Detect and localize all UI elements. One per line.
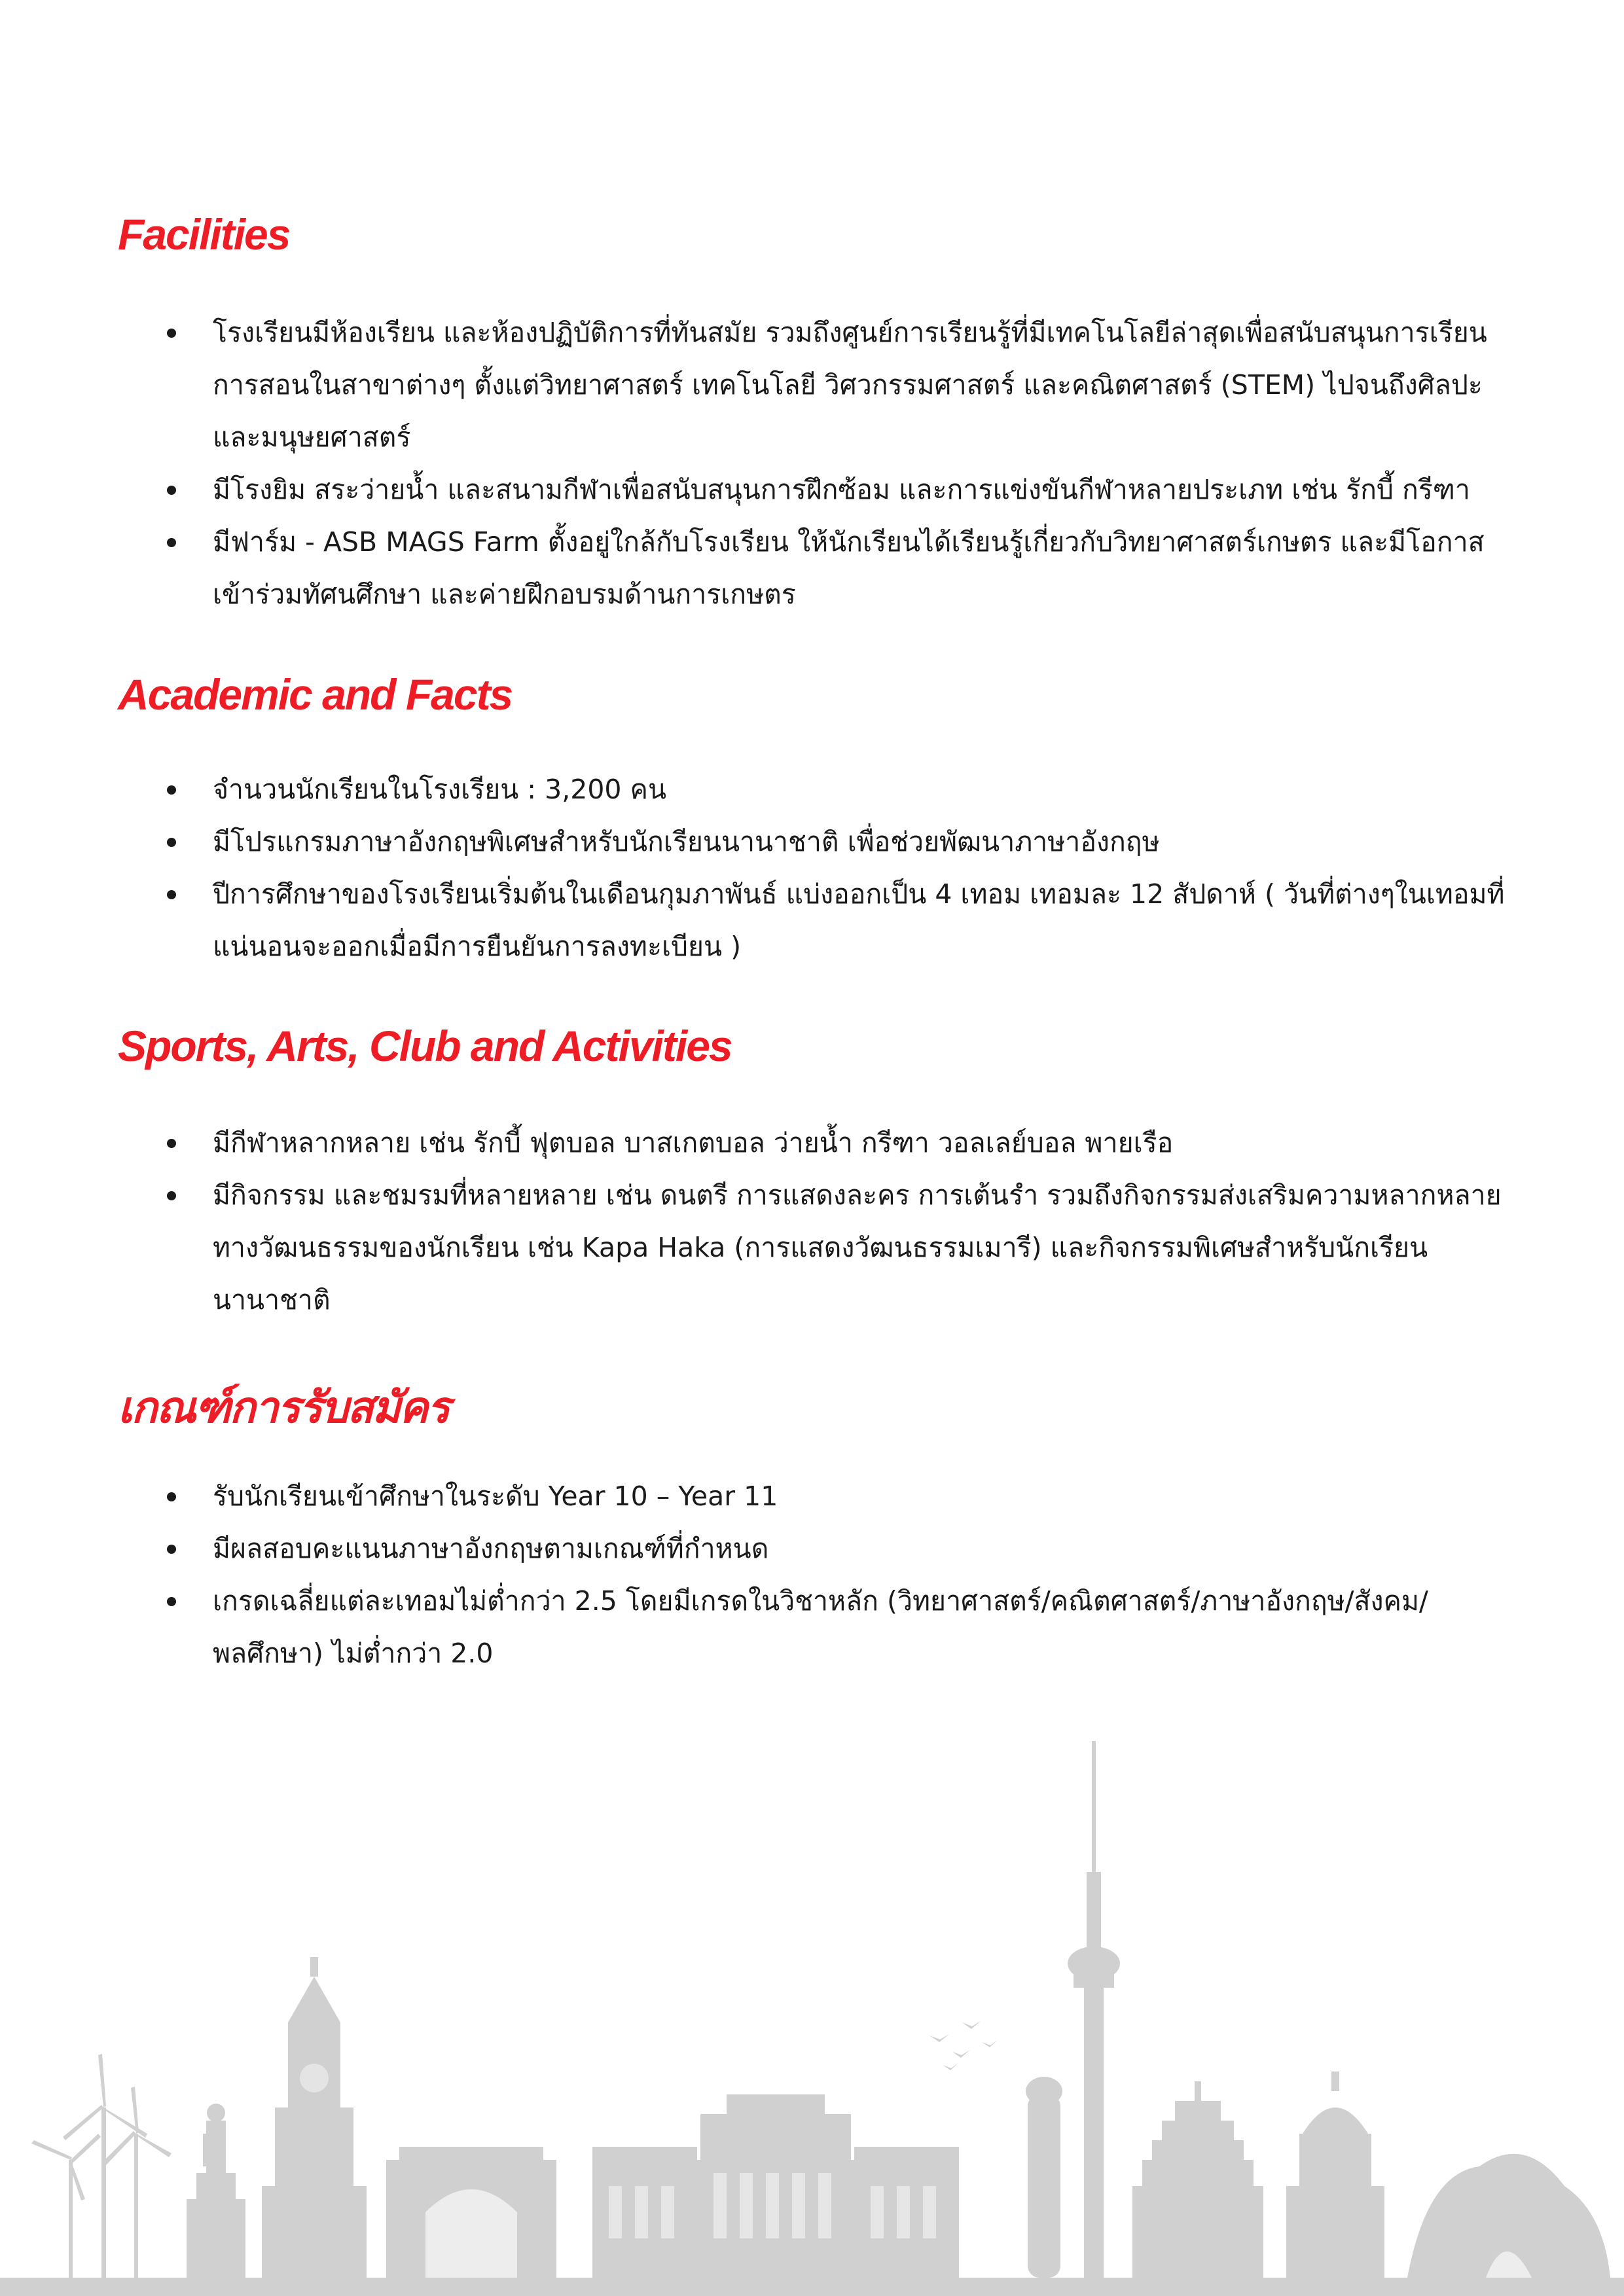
list-item-text: จำนวนนักเรียนในโรงเรียน : 3,200 คน — [213, 774, 666, 805]
ground-strip — [0, 2278, 1624, 2296]
bullet-icon — [167, 890, 176, 899]
list-item-text: มีกิจกรรม และชมรมที่หลายหลาย เช่น ดนตรี การแสดงละคร การเต้นรำ รวมถึงกิจกรรมส่งเสริมความหลากหลายทางวัฒนธรรมของนักเรียน เช่น Kapa Haka (การแสดงวัฒนธรรมเมารี) และกิจกรรมพิเศษสำหรับนักเรียนนานาชาติ — [213, 1179, 1502, 1316]
bullet-icon — [167, 1545, 176, 1554]
bullet-icon — [167, 1139, 176, 1148]
list-item-text: มีฟาร์ม - ASB MAGS Farm ตั้งอยู่ใกล้กับโรงเรียน ให้นักเรียนได้เรียนรู้เกี่ยวกับวิทยาศาสตร์เกษตร และมีโอกาสเข้าร่วมทัศนศึกษา และค่ายฝึกอบรมด้านการเกษตร — [213, 526, 1485, 610]
bullet-icon — [167, 1492, 176, 1501]
bullet-list — [0, 306, 1522, 620]
sky-tower-icon — [1068, 1741, 1120, 2278]
list-item — [0, 1117, 1522, 1169]
list-item — [0, 1522, 1522, 1575]
list-item — [0, 463, 1522, 516]
statue-icon — [187, 2104, 245, 2278]
bullet-icon — [167, 486, 176, 495]
birds-icon — [929, 2021, 998, 2070]
section-title: Academic and Facts — [118, 670, 513, 719]
beehive-building-icon — [1132, 2081, 1263, 2278]
city-skyline-illustration — [0, 1715, 1624, 2296]
bullet-icon — [167, 329, 176, 338]
bullet-icon — [167, 1597, 176, 1606]
list-item — [0, 516, 1522, 620]
list-item-text: มีผลสอบคะแนนภาษาอังกฤษตามเกณฑ์ที่กำหนด — [213, 1533, 769, 1564]
list-item — [0, 1470, 1522, 1522]
list-item-text: ปีการศึกษาของโรงเรียนเริ่มต้นในเดือนกุมภาพันธ์ แบ่งออกเป็น 4 เทอม เทอมละ 12 สัปดาห์ ( วันที่ต่างๆในเทอมที่แน่นอนจะออกเมื่อมีการยืนยันการลงทะเบียน ) — [213, 878, 1505, 962]
list-item — [0, 1169, 1522, 1326]
bullet-icon — [167, 785, 176, 795]
totem-icon — [1026, 2077, 1062, 2278]
section-title: Sports, Arts, Club and Activities — [118, 1022, 732, 1070]
list-item — [0, 306, 1522, 463]
bullet-icon — [167, 1191, 176, 1200]
section-title: เกณฑ์การรับสมัคร — [118, 1383, 449, 1431]
bullet-icon — [167, 538, 176, 547]
list-item-text: โรงเรียนมีห้องเรียน และห้องปฏิบัติการที่ทันสมัย รวมถึงศูนย์การเรียนรู้ที่มีเทคโนโลยีล่าสุดเพื่อสนับสนุนการเรียนการสอนในสาขาต่างๆ ตั้งแต่วิทยาศาสตร์ เทคโนโลยี วิศวกรรมศาสตร์ และคณิตศาสตร์ (STEM) ไปจนถึงศิลปะ และมนุษยศาสตร์ — [213, 317, 1487, 453]
section-title: Facilities — [118, 210, 290, 259]
list-item — [0, 816, 1522, 868]
museum-building-icon — [592, 2094, 959, 2278]
domed-building-icon — [1286, 2072, 1384, 2278]
wind-turbine-icon — [31, 2134, 101, 2278]
bullet-list — [0, 1117, 1522, 1326]
list-item-text: มีกีฬาหลากหลาย เช่น รักบี้ ฟุตบอล บาสเกตบอล ว่ายน้ำ กรีฑา วอลเลย์บอล พายเรือ — [213, 1127, 1174, 1158]
bullet-list — [0, 763, 1522, 973]
list-item — [0, 763, 1522, 816]
bullet-icon — [167, 838, 176, 847]
list-item — [0, 868, 1522, 973]
list-item-text: รับนักเรียนเข้าศึกษาในระดับ Year 10 – Year 11 — [213, 1480, 778, 1512]
clock-tower-icon — [262, 1957, 367, 2278]
list-item-text: มีโปรแกรมภาษาอังกฤษพิเศษสำหรับนักเรียนนานาชาติ เพื่อช่วยพัฒนาภาษาอังกฤษ — [213, 826, 1160, 857]
rock-formation-icon — [1407, 2154, 1610, 2278]
list-item — [0, 1575, 1522, 1679]
arch-monument-icon — [386, 2147, 556, 2278]
bullet-list — [0, 1470, 1522, 1679]
list-item-text: มีโรงยิม สระว่ายน้ำ และสนามกีฬาเพื่อสนับสนุนการฝึกซ้อม และการแข่งขันกีฬาหลายประเภท เช่น รักบี้ กรีฑา — [213, 474, 1470, 505]
list-item-text: เกรดเฉลี่ยแต่ละเทอมไม่ต่ำกว่า 2.5 โดยมีเกรดในวิชาหลัก (วิทยาศาสตร์/คณิตศาสตร์/ภาษาอังกฤษ/สังคม/พลศึกษา) ไม่ต่ำกว่า 2.0 — [213, 1585, 1428, 1669]
